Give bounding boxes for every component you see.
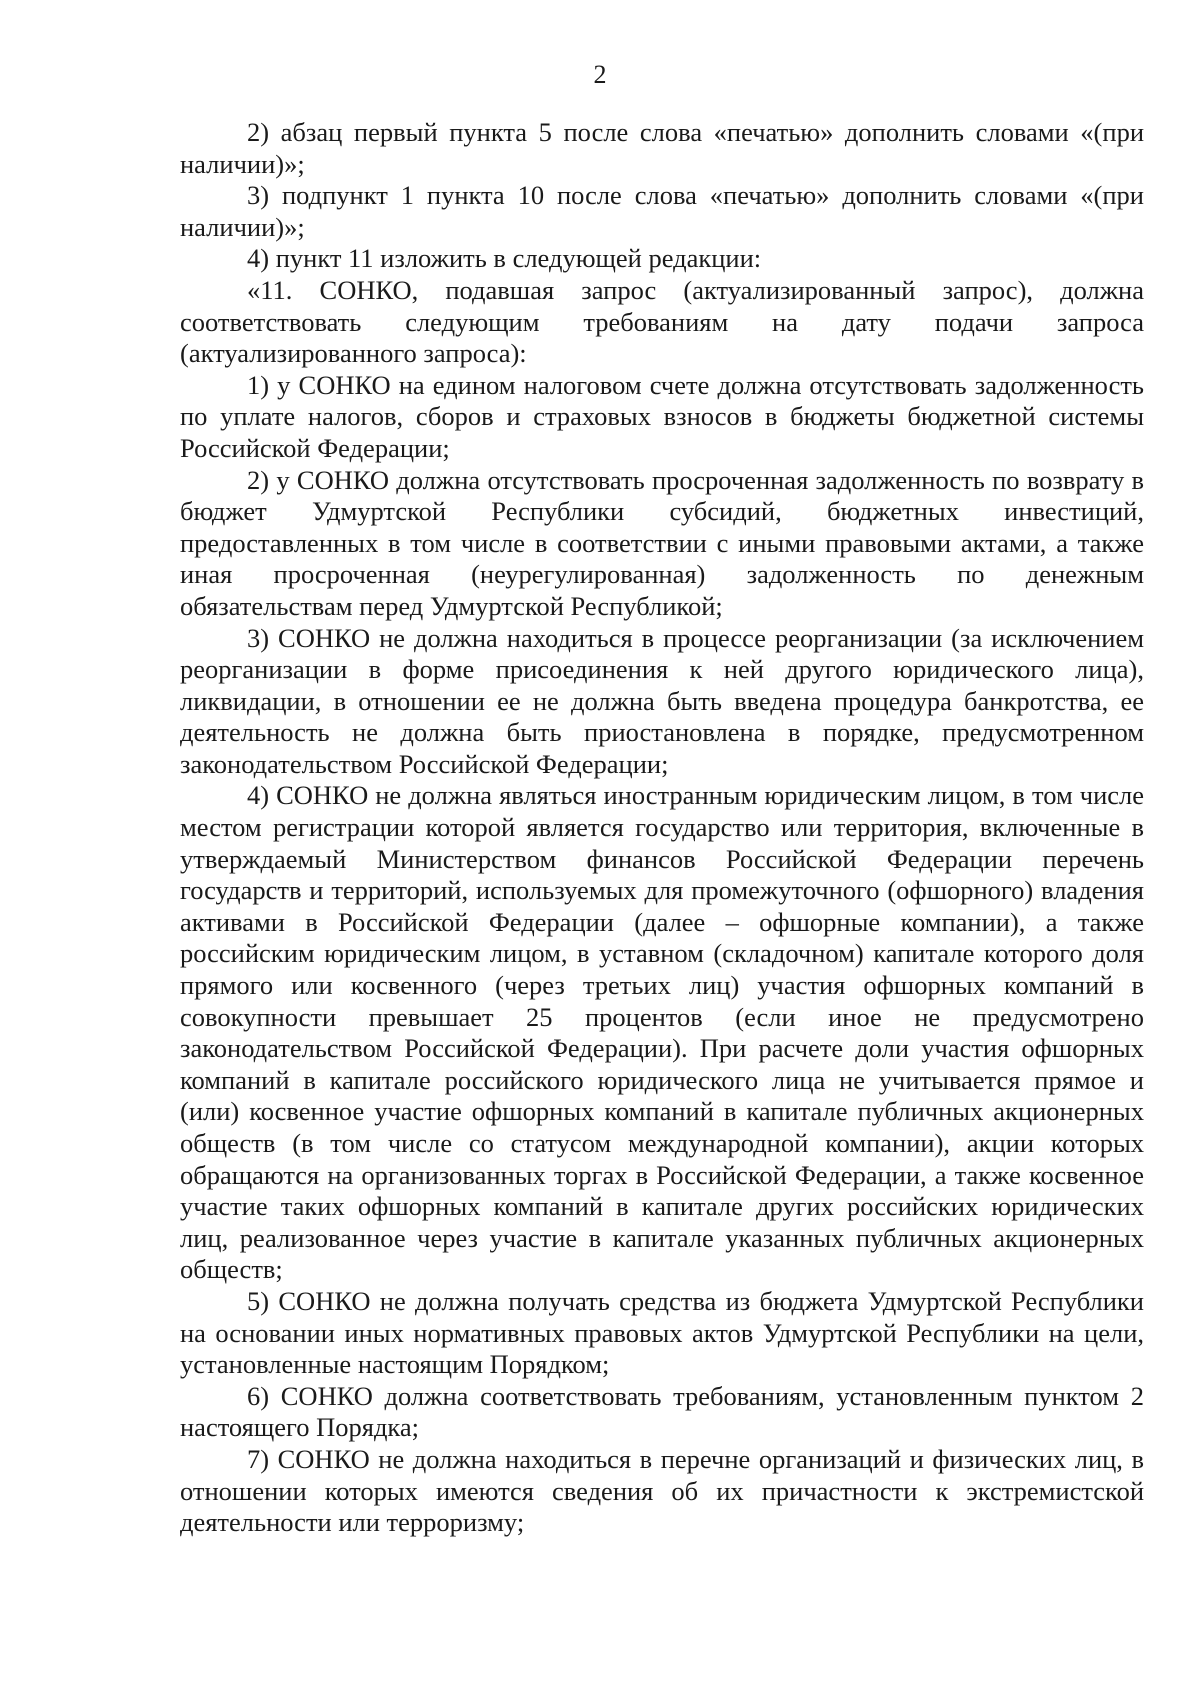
paragraph-amend-4: 4) пункт 11 изложить в следующей редакции: — [247, 243, 762, 274]
paragraph-point-11: «11. СОНКО, подавшая запрос (актуализированный запрос), должна соответствовать следующим требованиям на дату подачи запроса (актуализированного запроса): — [180, 274, 1144, 369]
paragraph-requirement-5: 5) СОНКО не должна получать средства из бюджета Удмуртской Республики на основании иных нормативных правовых актов Удмуртской Республики на цели, установленные настоящим Порядком; — [180, 1285, 1144, 1380]
paragraph-amend-2: 2) абзац первый пункта 5 после слова «печатью» дополнить словами «(при наличии)»; — [180, 117, 1144, 179]
paragraph-amend-3: 3) подпункт 1 пункта 10 после слова «печатью» дополнить словами «(при наличии)»; — [180, 180, 1144, 242]
paragraph-requirement-1: 1) у СОНКО на едином налоговом счете должна отсутствовать задолженность по уплате налогов, сборов и страховых взносов в бюджеты бюджетной системы Российской Федерации; — [180, 369, 1144, 463]
page-number: 2 — [593, 60, 607, 89]
paragraph-requirement-4: 4) СОНКО не должна являться иностранным юридическим лицом, в том числе местом регистрации которой является государство или территория, включенные в утверждаемый Министерством финансов Российской Федерации перечень государств и территорий, используемых для промежуточного (офшорного) владения активами в Российской Федерации (далее – офшорные компании), а также российским юридическим лицом, в уставном (складочном) капитале которого доля прямого или косвенного (через третьих лиц) участия офшорных компаний в совокупности превышает 25 процентов (если иное не предусмотрено законодательством Российской Федерации). При расчете доли участия офшорных компаний в капитале российского юридического лица не учитывается прямое и (или) косвенное участие офшорных компаний в капитале публичных акционерных обществ (в том числе со статусом международной компании), акции которых обращаются на организованных торгах в Российской Федерации, а также косвенное участие таких офшорных компаний в капитале других российских юридических лиц, реализованное через участие в капитале указанных публичных акционерных обществ; — [180, 780, 1144, 1285]
document-body — [180, 117, 1144, 1539]
paragraph-requirement-3: 3) СОНКО не должна находиться в процессе реорганизации (за исключением реорганизации в форме присоединения к ней другого юридического лица), ликвидации, в отношении ее не должна быть введена процедура банкротства, ее деятельность не должна быть приостановлена в порядке, предусмотренном законодательством Российской Федерации; — [180, 622, 1144, 779]
paragraph-requirement-7: 7) СОНКО не должна находиться в перечне организаций и физических лиц, в отношении которых имеются сведения об их причастности к экстремистской деятельности или терроризму; — [180, 1443, 1144, 1538]
paragraph-requirement-6: 6) СОНКО должна соответствовать требованиям, установленным пунктом 2 настоящего Порядка; — [180, 1380, 1144, 1443]
paragraph-requirement-2: 2) у СОНКО должна отсутствовать просроченная задолженность по возврату в бюджет Удмуртской Республики субсидий, бюджетных инвестиций, предоставленных в том числе в соответствии с иными правовыми актами, а также иная просроченная (неурегулированная) задолженность по денежным обязательствам перед Удмуртской Республикой; — [180, 464, 1144, 621]
